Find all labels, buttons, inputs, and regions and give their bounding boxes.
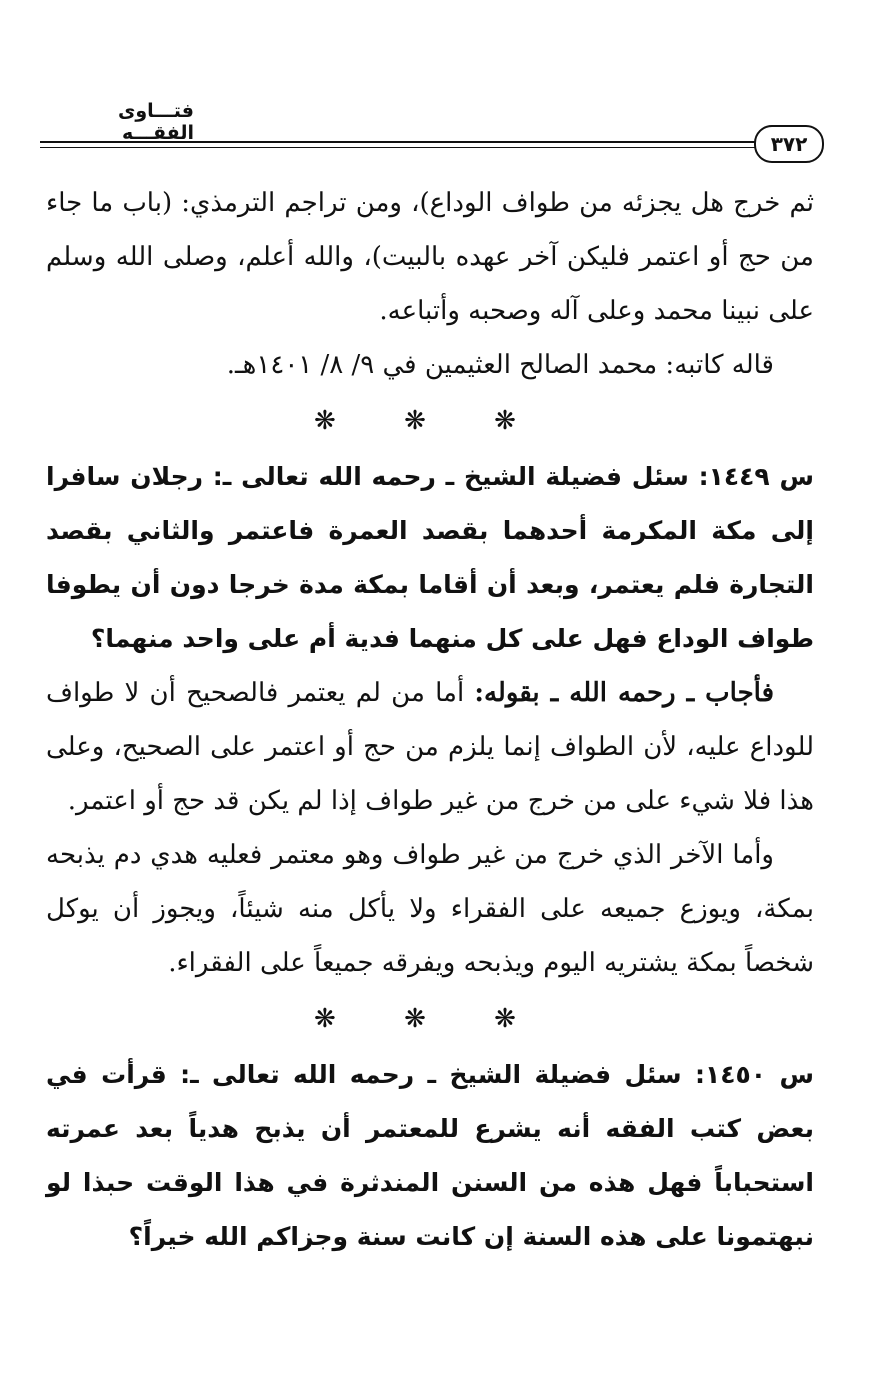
question-1450 [46,1048,814,1264]
author-signature: قاله كاتبه: محمد الصالح العثيمين في ٩/ ٨/ ١٤٠١هـ. [226,350,774,380]
running-head-title: فتـــاوى الفقـــه [117,100,194,144]
page-body [46,176,814,1264]
section-separator: ❋ ❋ ❋ [314,406,546,436]
question-1450-label: س ١٤٥٠: [695,1060,814,1089]
page-number: ٣٧٢ [754,125,824,163]
header-rule [40,141,755,148]
answer-1449-text: أما من لم يعتمر فالصحيح أن لا طواف للوداع عليه، لأن الطواف إنما يلزم من حج أو اعتمر على الصحيح، وعلى هذا فلا شيء على من خرج من غير طواف إذا لم يكن قد حج أو اعتمر. [46,678,814,816]
question-1449 [46,450,814,666]
answer-1449-continued: وأما الآخر الذي خرج من غير طواف وهو معتمر فعليه هدي دم يذبحه بمكة، ويوزع جميعه على الفقراء ولا يأكل منه شيئاً، ويجوز أن يوكل شخصاً بمكة يشتريه اليوم ويذبحه ويفرقه جميعاً على الفقراء. [46,840,814,978]
question-1449-label: س ١٤٤٩: [698,462,814,491]
answer-1449 [46,666,814,828]
section-separator: ❋ ❋ ❋ [314,1004,546,1034]
question-1450-text: سئل فضيلة الشيخ ـ رحمه الله تعالى ـ: قرأت في بعض كتب الفقه أنه يشرع للمعتمر أن يذبح هدياً بعد عمرته استحباباً فهل هذه من السنن المندثرة في هذا الوقت حبذا لو نبهتمونا على هذه السنة إن كانت سنة وجزاكم الله خيراً؟ [46,1060,814,1251]
question-1449-text: سئل فضيلة الشيخ ـ رحمه الله تعالى ـ: رجلان سافرا إلى مكة المكرمة أحدهما بقصد العمرة فاعتمر والثاني بقصد التجارة فلم يعتمر، وبعد أن أقاما بمكة مدة خرجا دون أن يطوفا طواف الوداع فهل على كل منهما فدية أم على واحد منهما؟ [46,462,814,653]
answer-1449-lead: فأجاب ـ رحمه الله ـ بقوله: [474,678,774,708]
intro-paragraph: ثم خرج هل يجزئه من طواف الوداع)، ومن تراجم الترمذي: (باب ما جاء من حج أو اعتمر فليكن آخر عهده بالبيت)، والله أعلم، وصلى الله وسلم على نبينا محمد وعلى آله وصحبه وأتباعه. [46,188,814,326]
